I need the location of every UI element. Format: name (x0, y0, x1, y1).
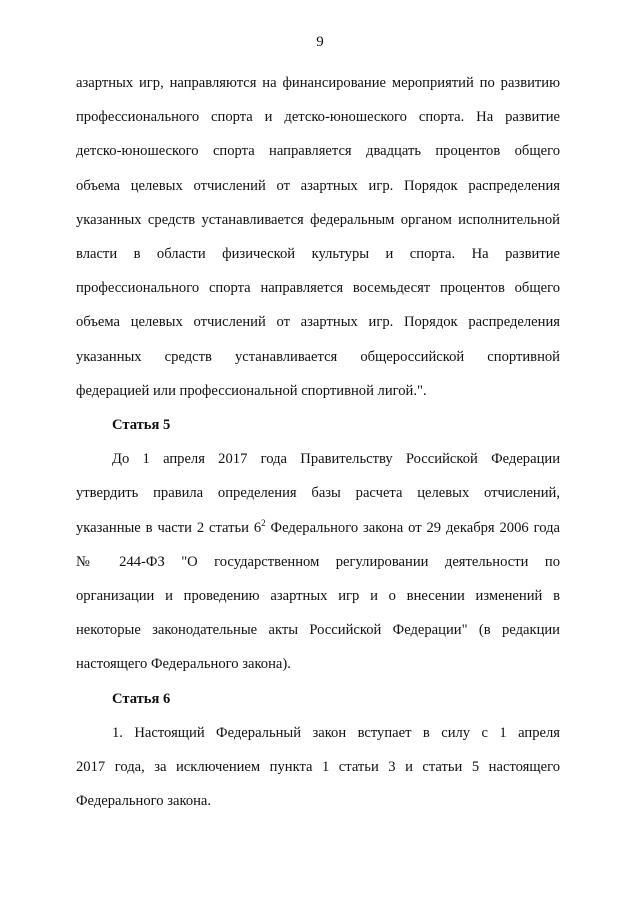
superscript: 2 (261, 517, 266, 528)
text-line: указанных средств устанавливается федеральным органом исполнительной (76, 211, 560, 228)
text-line: настоящего Федерального закона). (76, 656, 291, 673)
text-line: детско-юношеского спорта направляется двадцать процентов общего (76, 143, 560, 160)
text-line: власти в области физической культуры и спорта. На развитие (76, 246, 560, 263)
text-fragment: указанные в части 2 статьи 6 (76, 519, 262, 536)
article-6-body (76, 716, 560, 819)
text-line (76, 511, 560, 545)
document-body (76, 66, 560, 818)
continued-paragraph (76, 66, 560, 408)
text-line: организации и проведению азартных игр и о внесении изменений в (76, 588, 560, 605)
article-5-body (76, 442, 560, 681)
text-line: № 244-ФЗ "О государственном регулировании деятельности по (76, 553, 560, 570)
text-line: профессионального спорта направляется восемьдесят процентов общего (76, 280, 560, 297)
text-line: 2017 года, за исключением пункта 1 статьи 3 и статьи 5 настоящего (76, 759, 560, 776)
page-number: 9 (316, 34, 324, 50)
text-line: Федерального закона. (76, 793, 212, 810)
text-line: объема целевых отчислений от азартных игр. Порядок распределения (76, 314, 560, 331)
text-line: федерацией или профессиональной спортивной лигой.". (76, 382, 427, 399)
text-line: утвердить правила определения базы расчета целевых отчислений, (76, 485, 560, 502)
text-line: объема целевых отчислений от азартных игр. Порядок распределения (76, 177, 560, 194)
article-6-heading: Статья 6 (112, 690, 171, 707)
text-line: 1. Настоящий Федеральный закон вступает в силу с 1 апреля (112, 724, 560, 741)
text-line: некоторые законодательные акты Российской Федерации" (в редакции (76, 622, 560, 639)
text-line: указанных средств устанавливается общероссийской спортивной (76, 348, 560, 365)
text-line: профессионального спорта и детско-юношеского спорта. На развитие (76, 109, 560, 126)
text-line: До 1 апреля 2017 года Правительству Российской Федерации (112, 451, 560, 468)
article-5-heading: Статья 5 (112, 417, 171, 434)
text-fragment: Федерального закона от 29 декабря 2006 года (265, 519, 560, 536)
text-line: азартных игр, направляются на финансирование мероприятий по развитию (76, 75, 560, 91)
